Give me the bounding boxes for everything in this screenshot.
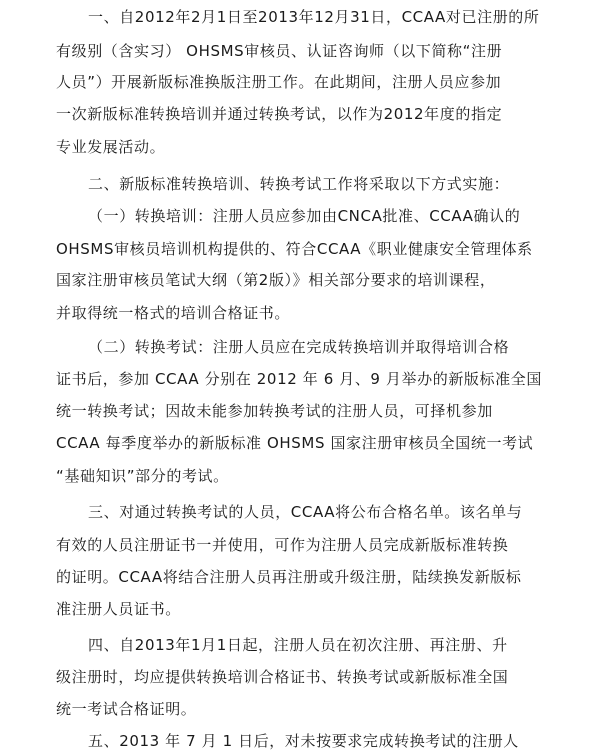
text-line: 一、自2012年2月1日至2013年12月31日，CCAA对已注册的所 xyxy=(88,8,540,26)
text-line: 一次新版标准转换培训并通过转换考试，以作为2012年度的指定 xyxy=(56,105,503,123)
text-line: 并取得统一格式的培训合格证书。 xyxy=(56,304,291,322)
text-line: CCAA 每季度举办的新版标准 OHSMS 国家注册审核员全国统一考试 xyxy=(56,434,534,452)
text-line: 专业发展活动。 xyxy=(56,138,166,156)
text-line: 有级别（含实习） OHSMS审核员、认证咨询师（以下简称“注册 xyxy=(56,42,503,60)
text-line: 有效的人员注册证书一并使用，可作为注册人员完成新版标准转换 xyxy=(56,536,509,554)
text-line: 统一考试合格证明。 xyxy=(56,700,197,718)
text-line: OHSMS审核员培训机构提供的、符合CCAA《职业健康安全管理体系 xyxy=(56,240,533,258)
text-line: 统一转换考试；因故未能参加转换考试的注册人员，可择机参加 xyxy=(56,402,493,420)
text-line: 五、2013 年 7 月 1 日后，对未按要求完成转换考试的注册人 xyxy=(88,732,519,750)
text-line: 准注册人员证书。 xyxy=(56,600,181,618)
text-line: 三、对通过转换考试的人员，CCAA将公布合格名单。该名单与 xyxy=(88,503,523,521)
text-line: 人员”）开展新版标准换版注册工作。在此期间，注册人员应参加 xyxy=(56,73,502,91)
text-line: “基础知识”部分的考试。 xyxy=(56,467,229,485)
text-line: 二、新版标准转换培训、转换考试工作将采取以下方式实施： xyxy=(88,175,510,193)
text-line: 四、自2013年1月1日起，注册人员在初次注册、再注册、升 xyxy=(88,636,508,654)
text-line: 级注册时，均应提供转换培训合格证书、转换考试或新版标准全国 xyxy=(56,668,509,686)
text-line: 国家注册审核员笔试大纲（第2版）》相关部分要求的培训课程， xyxy=(56,271,496,289)
text-line: 的证明。CCAA将结合注册人员再注册或升级注册，陆续换发新版标 xyxy=(56,568,522,586)
text-line: （一）转换培训：注册人员应参加由CNCA批准、CCAA确认的 xyxy=(88,207,521,225)
text-line: （二）转换考试：注册人员应在完成转换培训并取得培训合格 xyxy=(88,338,510,356)
text-line: 证书后，参加 CCAA 分别在 2012 年 6 月、9 月举办的新版标准全国 xyxy=(56,370,542,388)
